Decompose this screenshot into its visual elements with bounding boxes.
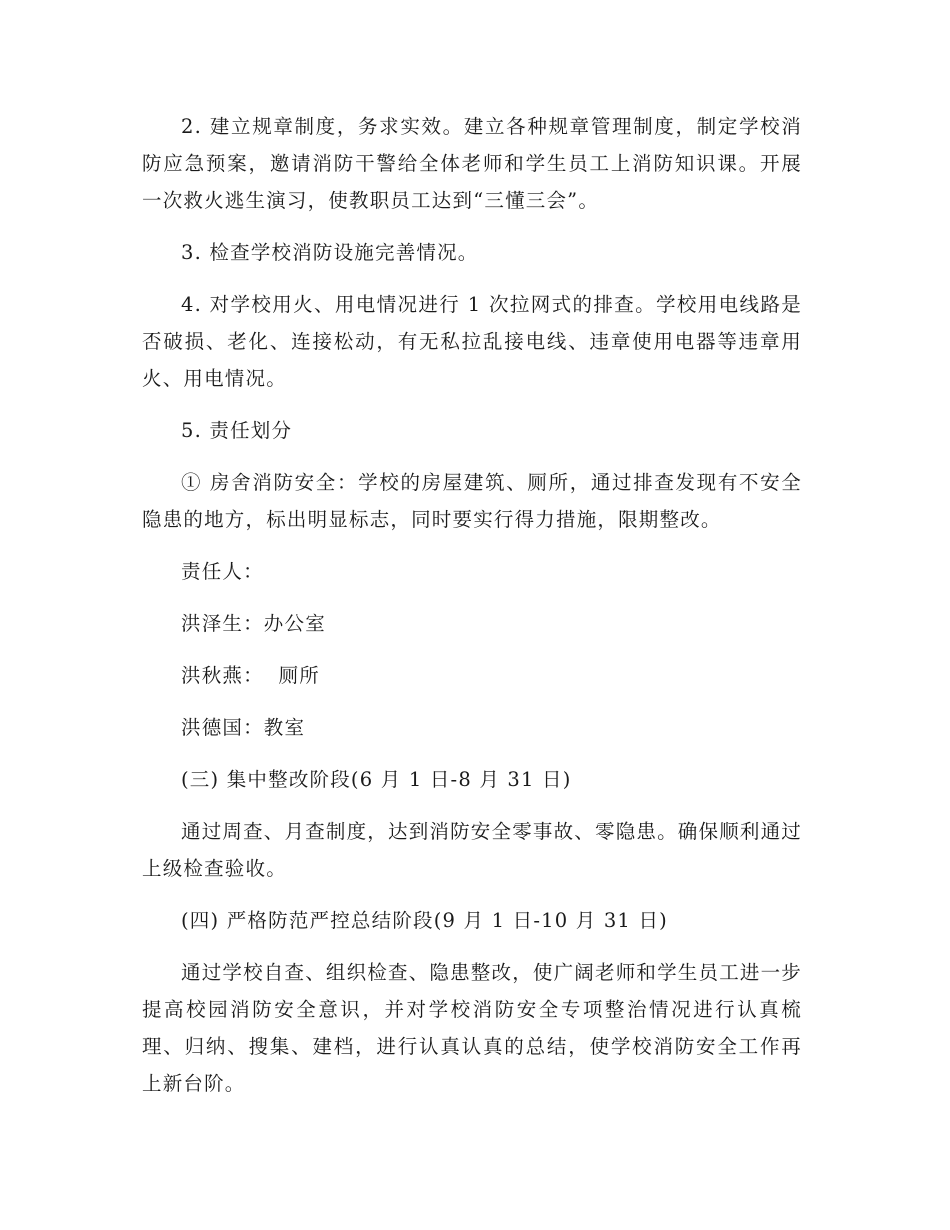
paragraph-responsible-persons: 责任人： — [181, 560, 264, 583]
paragraph-inspection: 4. 对学校用火、用电情况进行 1 次拉网式的排查。学校用电线路是否破损、老化、连接松动，有无私拉乱接电线、违章使用电器等违章用火、用电情况。 — [142, 293, 802, 390]
paragraph-phase-three-heading: (三) 集中整改阶段(6 月 1 日-8 月 31 日) — [181, 768, 572, 791]
paragraph-phase-four-body: 通过学校自查、组织检查、隐患整改，使广阔老师和学生员工进一步提高校园消防安全意识，并对学校消防安全专项整治情况进行认真梳理、归纳、搜集、建档，进行认真认真的总结，使学校消防安全工作再上新台阶。 — [142, 961, 803, 1095]
paragraph-phase-three-body: 通过周查、月查制度，达到消防安全零事故、零隐患。确保顺利通过上级检查验收。 — [142, 820, 803, 880]
paragraph-rules: 2. 建立规章制度，务求实效。建立各种规章管理制度，制定学校消防应急预案，邀请消防干警给全体老师和学生员工上消防知识课。开展一次救火逃生演习，使教职员工达到“三懂三会”。 — [142, 115, 802, 212]
document-body — [142, 108, 802, 1117]
paragraph-person-toilet: 洪秋燕： 厕所 — [181, 664, 320, 687]
paragraph-person-office: 洪泽生：办公室 — [181, 612, 326, 635]
paragraph-responsibility-heading: 5. 责任划分 — [181, 419, 293, 442]
paragraph-phase-four-heading: (四) 严格防范严控总结阶段(9 月 1 日-10 月 31 日) — [181, 909, 668, 932]
paragraph-building-safety: ① 房舍消防安全：学校的房屋建筑、厕所，通过排查发现有不安全隐患的地方，标出明显标志，同时要实行得力措施，限期整改。 — [142, 471, 802, 531]
paragraph-facilities: 3. 检查学校消防设施完善情况。 — [181, 241, 479, 264]
paragraph-person-classroom: 洪德国：教室 — [181, 716, 306, 739]
